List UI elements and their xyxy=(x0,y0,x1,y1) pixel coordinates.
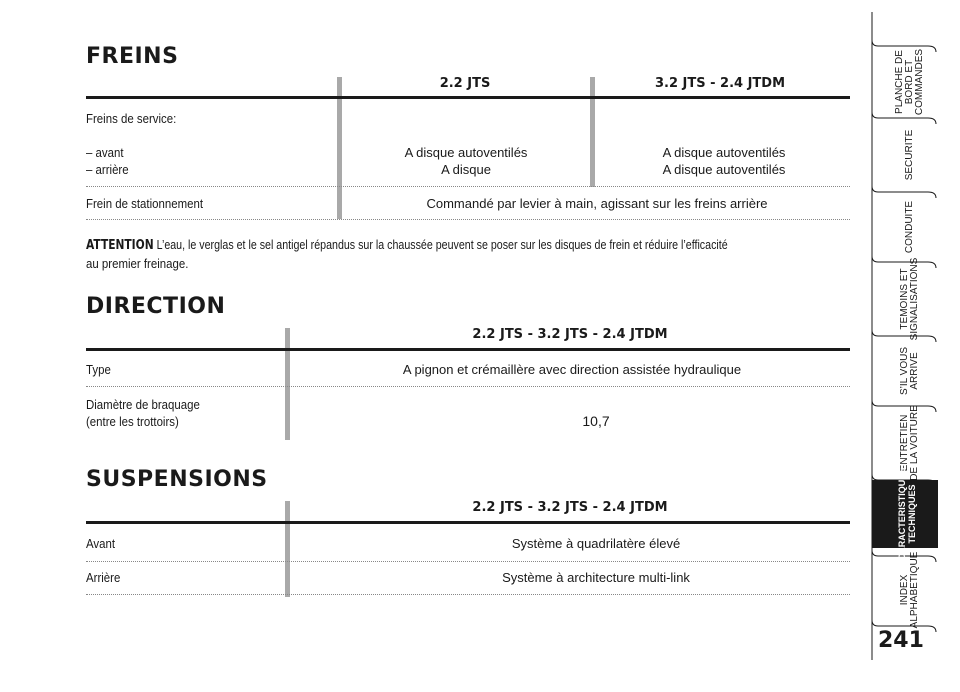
direction-type-label: Type xyxy=(86,362,111,377)
tab-label: CONDUITE xyxy=(904,200,915,254)
tab-conduite[interactable] xyxy=(880,196,940,258)
table-rule xyxy=(86,521,850,524)
freins-col-header-1: 2.2 JTS xyxy=(439,76,491,91)
suspensions-title: SUSPENSIONS xyxy=(86,467,268,492)
tab-separator xyxy=(872,12,936,52)
suspensions-arriere-value: Système à architecture multi-link xyxy=(502,570,690,585)
freins-arriere-value-2: A disque autoventilés xyxy=(662,162,786,177)
freins-avant-value-2: A disque autoventilés xyxy=(662,145,786,160)
table-rule xyxy=(86,96,850,99)
suspensions-arriere-label: Arrière xyxy=(86,570,121,585)
attention-note xyxy=(86,236,850,273)
direction-diam-label-2: (entre les trottoirs) xyxy=(86,414,179,429)
freins-stationnement-label: Frein de stationnement xyxy=(86,196,204,211)
freins-avant-label: – avant xyxy=(86,145,124,160)
suspensions-col-header: 2.2 JTS - 3.2 JTS - 2.4 JTDM xyxy=(472,500,668,515)
tab-label: BORD ET xyxy=(904,59,915,105)
tab-index[interactable] xyxy=(880,551,940,629)
tab-label: DE LA VOITURE xyxy=(909,405,920,481)
direction-col-header: 2.2 JTS - 3.2 JTS - 2.4 JTDM xyxy=(472,327,668,342)
tab-label: PLANCHE DE xyxy=(894,50,905,114)
tab-label: S’IL VOUS xyxy=(899,347,910,395)
freins-title: FREINS xyxy=(86,44,179,69)
tab-securite[interactable] xyxy=(880,122,940,188)
freins-arriere-value-1: A disque xyxy=(441,162,491,177)
tab-label: COMMANDES xyxy=(914,48,925,116)
row-divider xyxy=(86,219,850,220)
tab-planche-de-bord[interactable] xyxy=(880,50,940,114)
column-divider xyxy=(285,328,290,440)
page-number: 241 xyxy=(878,628,924,653)
freins-stationnement-value: Commandé par levier à main, agissant sur les freins arrière xyxy=(426,196,768,211)
tab-caracteristiques-active[interactable] xyxy=(874,467,940,561)
tab-sil-vous-arrive[interactable] xyxy=(880,340,940,402)
attention-label: ATTENTION xyxy=(86,238,154,253)
freins-arriere-label: – arrière xyxy=(86,162,129,177)
attention-text-line1: L’eau, le verglas et le sel antigel répandus sur la chaussée peuvent se poser sur les disques de frein et réduire l’efficacité xyxy=(156,237,728,252)
tab-label: CARACTERISTIQUES xyxy=(897,467,907,561)
row-divider xyxy=(86,186,850,187)
freins-service-label: Freins de service: xyxy=(86,111,177,126)
tab-temoins[interactable] xyxy=(880,257,940,341)
tab-label: ALPHABETIQUE xyxy=(909,551,920,629)
attention-text-line2: au premier freinage. xyxy=(86,256,189,271)
tab-label: TEMOINS ET xyxy=(899,268,910,330)
tab-label: SECURITE xyxy=(904,129,915,181)
row-divider xyxy=(86,594,850,595)
tab-entretien[interactable] xyxy=(880,405,940,481)
direction-diam-value: 10,7 xyxy=(582,413,610,429)
column-divider xyxy=(285,501,290,597)
direction-title: DIRECTION xyxy=(86,294,226,319)
tab-label: SIGNALISATIONS xyxy=(909,257,920,341)
row-divider xyxy=(86,561,850,562)
freins-col-header-2: 3.2 JTS - 2.4 JTDM xyxy=(654,76,786,91)
table-rule xyxy=(86,348,850,351)
suspensions-avant-value: Système à quadrilatère élevé xyxy=(511,536,681,551)
tab-label: TECHNIQUES xyxy=(907,484,917,544)
direction-diam-label-1: Diamètre de braquage xyxy=(86,397,200,412)
direction-type-value: A pignon et crémaillère avec direction assistée hydraulique xyxy=(402,362,742,377)
tab-label: ENTRETIEN xyxy=(899,414,910,472)
row-divider xyxy=(86,386,850,387)
tab-label: INDEX xyxy=(899,574,910,606)
tab-label: ARRIVE xyxy=(909,352,920,390)
suspensions-avant-label: Avant xyxy=(86,536,116,551)
freins-avant-value-1: A disque autoventilés xyxy=(404,145,528,160)
column-divider xyxy=(590,77,595,187)
